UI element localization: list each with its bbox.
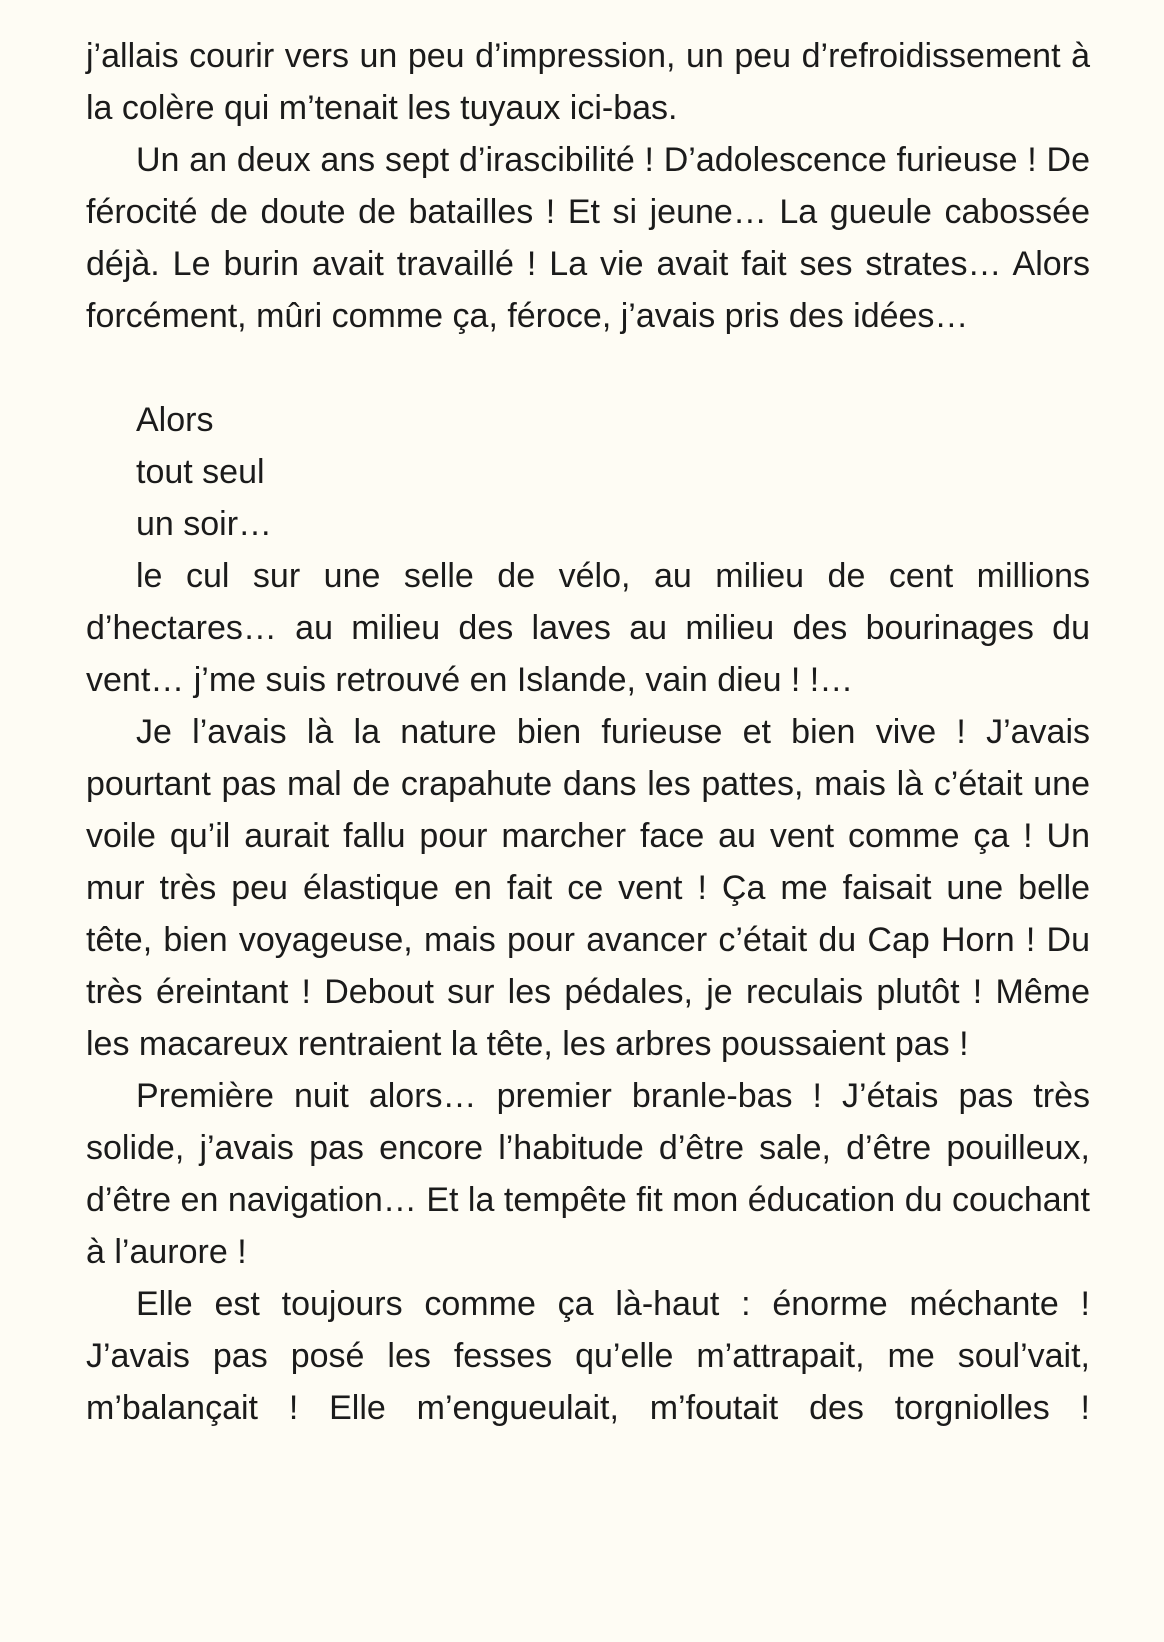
paragraph-storm: Elle est toujours comme ça là-haut : énorme méchante ! J’avais pas posé les fesses qu’elle m’attrapait, me soul’vait, m’balançait ! Elle m’engueulait, m’foutait des torgniolles ! xyxy=(86,1285,1090,1427)
verse-line: tout seul xyxy=(136,453,265,491)
verse-line: un soir… xyxy=(136,505,273,543)
verse-line: Alors xyxy=(136,401,214,439)
paragraph-wind: Je l’avais là la nature bien furieuse et bien vive ! J’avais pourtant pas mal de crapahute dans les pattes, mais là c’était une voile qu’il aurait fallu pour marcher face au vent comme ça ! Un mur très peu élastique en fait ce vent ! Ça me faisait une belle tête, bien voyageuse, mais pour avancer c’était du Cap Horn ! Du très éreintant ! Debout sur les pédales, je reculais plutôt ! Même les macareux rentraient la tête, les arbres poussaient pas ! xyxy=(86,713,1090,1063)
section-break xyxy=(86,342,1090,394)
paragraph-first-night: Première nuit alors… premier branle-bas ! J’étais pas très solide, j’avais pas encore l’habitude d’être sale, d’être pouilleux, d’être en navigation… Et la tempête fit mon éducation du couchant à l’aurore ! xyxy=(86,1077,1090,1271)
paragraph-continuation: j’allais courir vers un peu d’impression, un peu d’refroidissement à la colère qui m’tenait les tuyaux ici-bas. xyxy=(86,37,1090,127)
paragraph-iceland: le cul sur une selle de vélo, au milieu de cent millions d’hectares… au milieu des laves au milieu des bourinages du vent… j’me suis retrouvé en Islande, vain dieu ! !… xyxy=(86,557,1090,699)
paragraph-irascibility: Un an deux ans sept d’irascibilité ! D’adolescence furieuse ! De férocité de doute de batailles ! Et si jeune… La gueule cabossée déjà. Le burin avait travaillé ! La vie avait fait ses strates… Alors forcément, mûri comme ça, féroce, j’avais pris des idées… xyxy=(86,141,1090,335)
book-page xyxy=(86,30,1090,1434)
